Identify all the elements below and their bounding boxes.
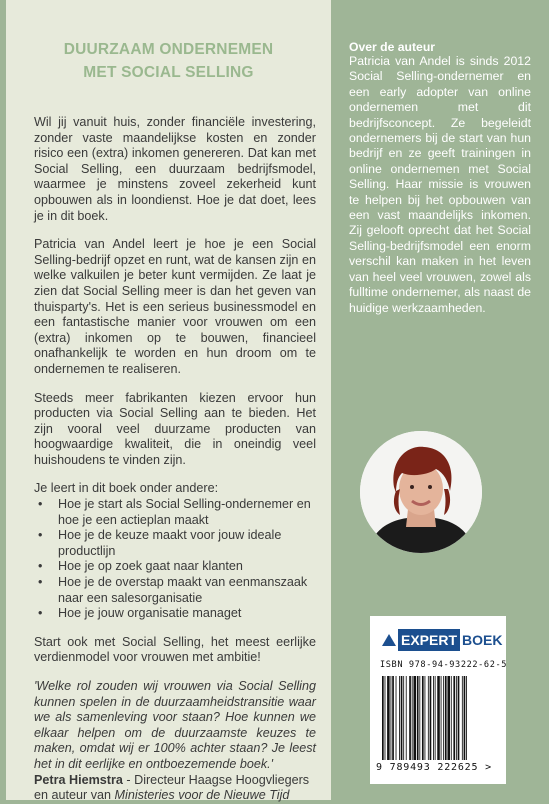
barcode-bar [409, 676, 411, 760]
publisher-logo-icon [382, 634, 396, 646]
barcode-bar [412, 676, 413, 760]
barcode-bar [433, 676, 434, 760]
barcode-bar [425, 676, 426, 760]
about-author-heading: Over de auteur [349, 40, 436, 54]
endorsement-quote [34, 679, 316, 804]
blurb-paragraph-2: Patricia van Andel leert je hoe je een Social Selling-bedrijf opzet en runt, wat de kansen zijn en welke valkuilen je beter kunt vermijden. Ze laat je zien dat Social Selling meer is dan het geven van thuisparty's. Het is een serieus businessmodel en een fantastische manier voor vrouwen om een (extra) inkomen op te bouwen, financieel onafhankelijk te worden en hun droom om te ondernemen te realiseren. [34, 237, 316, 376]
list-item: • Hoe je de keuze maakt voor jouw ideale productlijn [34, 528, 316, 559]
barcode-bar [417, 676, 419, 760]
barcode-bar [456, 676, 457, 760]
barcode-bar [392, 676, 394, 760]
barcode-bar [413, 676, 416, 760]
barcode-bar [428, 676, 429, 760]
quote-author-name: Petra Hiemstra [34, 772, 123, 787]
barcode-bar [447, 676, 450, 760]
barcode-bar [464, 676, 466, 760]
list-item: • Hoe je de overstap maakt van eenmanszaak naar een salesorganisatie [34, 575, 316, 606]
barcode-bar [430, 676, 432, 760]
publisher-logo-part-1: EXPERT [398, 629, 460, 651]
blurb [34, 115, 316, 804]
barcode-bar [382, 676, 384, 760]
barcode-bar [422, 676, 424, 760]
barcode-bar [462, 676, 463, 760]
quote-author [34, 773, 316, 804]
barcode-bar [451, 676, 452, 760]
learning-list [34, 497, 316, 622]
blurb-paragraph-3: Steeds meer fabrikanten kiezen ervoor hun producten via Social Selling aan te bieden. Het zijn vooral veel duurzame producten van hoogwaardige kwaliteit, die in oneindig veel huishoudens te vinden zijn. [34, 390, 316, 467]
barcode-bar [387, 676, 390, 760]
publisher-logo [382, 628, 504, 652]
barcode-bar [391, 676, 392, 760]
barcode-bar [419, 676, 420, 760]
author-portrait [360, 431, 482, 553]
book-title-line-1: DUURZAAM ONDERNEMEN [63, 41, 274, 58]
barcode-bar [437, 676, 440, 760]
barcode-bar [453, 676, 455, 760]
blurb-paragraph-4: Start ook met Social Selling, het meest eerlijke verdienmodel voor vrouwen met ambitie! [34, 634, 316, 665]
barcode-bar [406, 676, 407, 760]
list-item: • Hoe je op zoek gaat naar klanten [34, 559, 316, 575]
quote-author-role: - Directeur Haagse Hoogvliegers en auteur van [34, 772, 310, 803]
publisher-logo-part-2: BOEK [462, 632, 503, 648]
book-title-line-2: MET SOCIAL SELLING [83, 64, 254, 81]
barcode [380, 676, 498, 760]
back-cover-main-panel [6, 0, 331, 803]
barcode-bar [445, 676, 447, 760]
isbn-label: ISBN 978-94-93222-62-5 [380, 660, 508, 670]
about-author-text: Patricia van Andel is sinds 2012 Social Selling-ondernemer en een early adopter van online ondernemen met dit bedrijfsconcept. Ze begeleidt ondernemers bij de start van hun bedrijf en ze geeft trainingen in online ondernemen met Social Selling. Haar missie is vrouwen te helpen bij het opbouwen van een vast maandelijks inkomen. Zij gelooft oprecht dat het Social Selling-bedrijfsmodel een enorm verschil kan maken in het leven van heel veel vrouwen, zowel als fulltime ondernemer, als naast de huidige werkzaamheden. [349, 54, 531, 315]
blurb-paragraph-1: Wil jij vanuit huis, zonder financiële investering, zonder vaste maandelijkse kosten en zonder risico een (extra) inkomen genereren. Dat kan met Social Selling, een duurzaam bedrijfsmodel, waarmee je minstens zoveel zekerheid kunt opbouwen als in loondienst. Hoe je dat doet, lees je in dit boek. [34, 115, 316, 223]
barcode-bar [458, 676, 460, 760]
barcode-bar [396, 676, 397, 760]
barcode-bar [435, 676, 436, 760]
barcode-bar [401, 676, 403, 760]
author-photo-illustration [360, 431, 482, 553]
barcode-bar [443, 676, 444, 760]
barcode-bar [441, 676, 442, 760]
quote-author-book: Ministeries voor de Nieuwe Tijd [114, 788, 290, 803]
list-intro: Je leert in dit boek onder andere: [34, 481, 219, 496]
barcode-bar [466, 676, 467, 760]
barcode-bar [399, 676, 400, 760]
publisher-barcode-panel [370, 616, 506, 784]
list-item: • Hoe je start als Social Selling-ondernemer en hoe je een actieplan maakt [34, 497, 316, 528]
barcode-bar [403, 676, 404, 760]
barcode-bar [385, 676, 386, 760]
quote-text: 'Welke rol zouden wij vrouwen via Social Selling kunnen spelen in de duurzaamheidstransitie waar we als samenleving voor staan? Hoe kunnen we elkaar helpen om de duurzaamste keuzes te maken, omdat wij er 100% achter staan? Je leest het in dit eerlijke en ontboezemende boek.' [34, 679, 316, 771]
list-item: • Hoe je jouw organisatie managet [34, 606, 316, 622]
book-title [6, 38, 331, 84]
barcode-number: 9 789493 222625 > [376, 762, 492, 773]
